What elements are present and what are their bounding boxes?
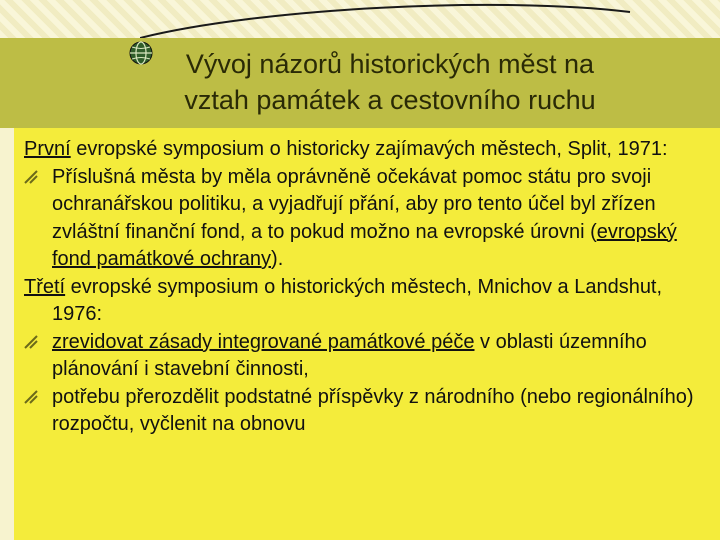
title-line-2: vztah památek a cestovního ruchu [184,85,596,115]
bullet-item [24,329,694,384]
bullet-item [24,164,694,274]
bullet-text: Příslušná města by měla oprávněně očekávat pomoc státu pro svoji ochranářskou politiku, a vyjadřují přání, aby pro tento účel byl zřízen zvláštní finanční fond, a to pokud možno na evropské úrovni ( [52,165,656,243]
bullet-icon [24,390,38,404]
paragraph-munich-symposium [24,274,694,329]
paragraph-text: evropské symposium o historicky zajímavých městech, Split, 1971: [70,138,668,160]
underlined-phrase: evropský fond památkové ochrany [52,220,677,270]
bullet-icon [24,335,38,349]
paragraph-text: evropské symposium o historických městech, Mnichov a Landshut, 1976: [52,275,663,325]
underlined-phrase: zrevidovat zásady integrované památkové péče [52,330,475,353]
bullet-text-end: ). [271,248,284,270]
title-line-1: Vývoj názorů historických měst na [185,49,595,79]
underlined-word: První [24,138,71,160]
page-title [110,46,670,118]
paragraph-split-symposium [24,136,694,164]
bullet-icon [24,170,38,184]
bullet-text: potřebu přerozdělit podstatné příspěvky z národního (nebo regionálního) rozpočtu, vyčlenit na obnovu [52,385,694,435]
bullet-item [24,384,694,439]
bullet-text-end: v oblasti územního plánování i stavební činnosti, [52,330,647,380]
underlined-word: Třetí [24,275,66,298]
content-body [24,136,694,439]
decorative-swoosh [140,0,640,40]
